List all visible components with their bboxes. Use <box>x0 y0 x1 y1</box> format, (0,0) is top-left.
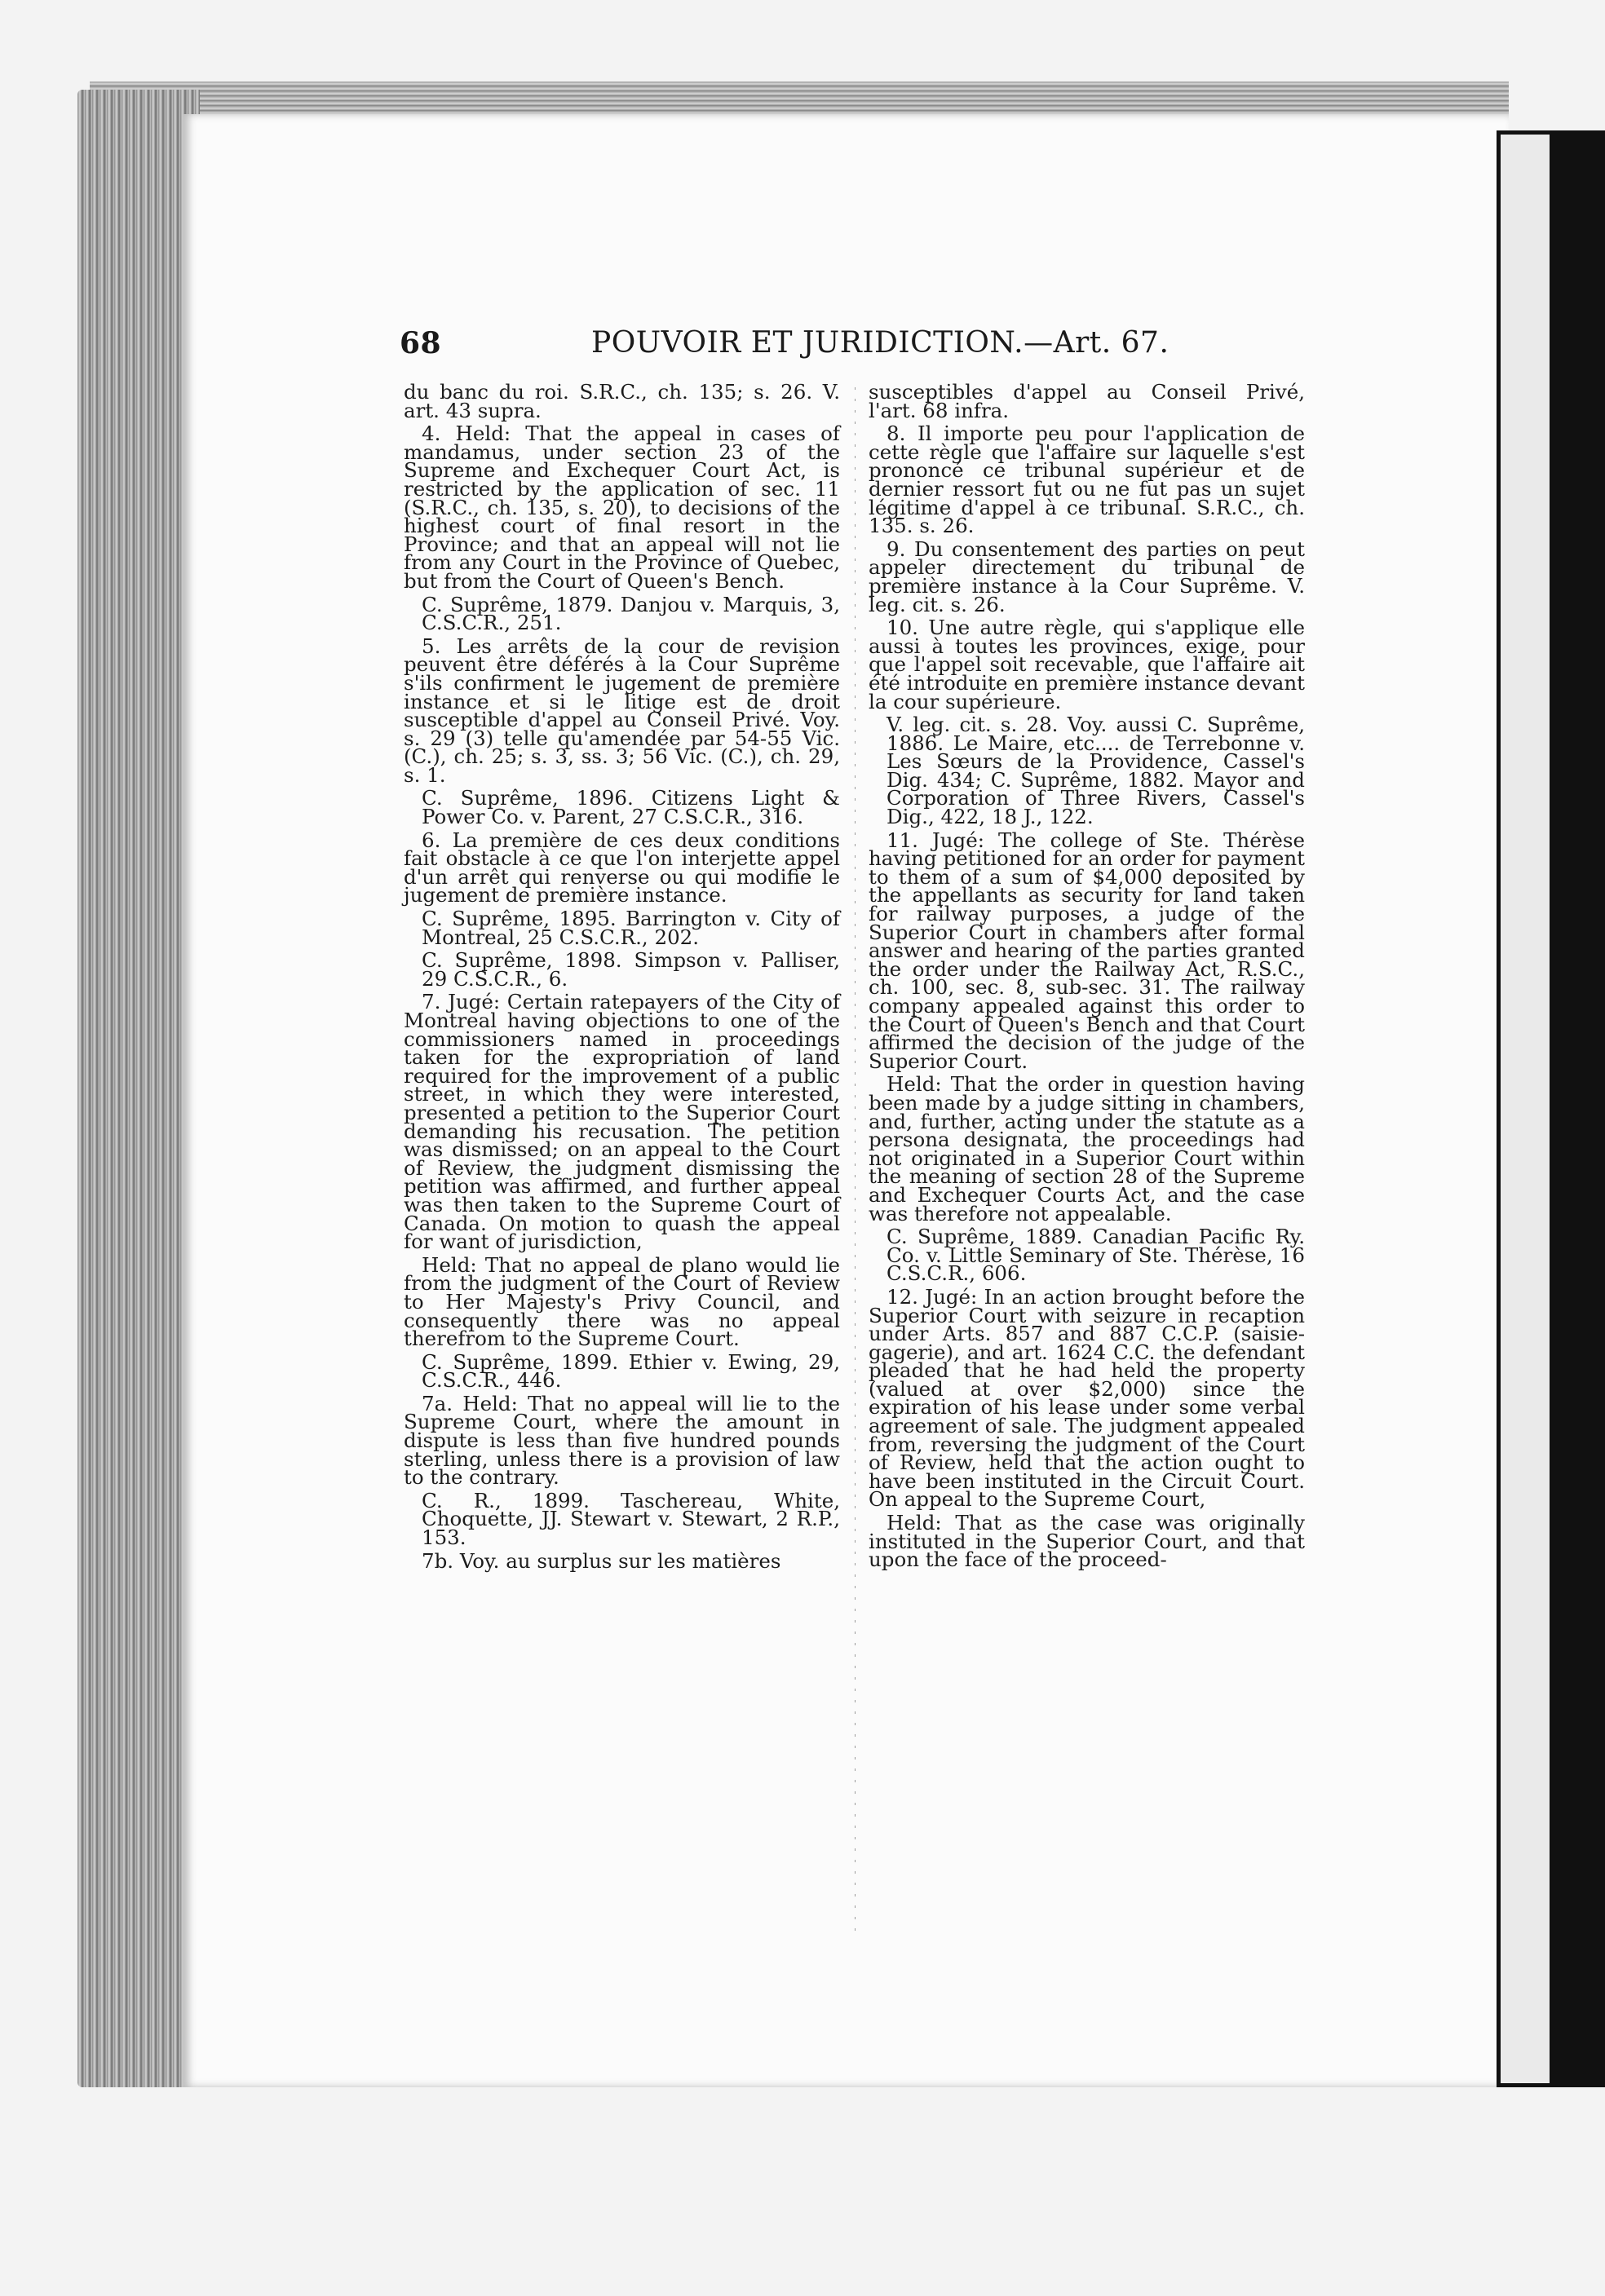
running-title: POUVOIR ET JURIDICTION.—Art. 67. <box>591 326 1169 360</box>
left-column-paragraph: 6. La première de ces deux conditions fait obstacle à ce que l'on interjette appel d'un arrêt qui renverse ou qui modifie le jugement de première instance. <box>404 828 840 907</box>
left-column-paragraph: C. Suprême, 1879. Danjou v. Marquis, 3, C.S.C.R., 251. <box>422 592 840 635</box>
facing-page-edge <box>1501 135 1550 2083</box>
right-column-paragraph: 11. Jugé: The college of Ste. Thérèse having petitioned for an order for payment to them of a sum of $4,000 deposited by the appellants as security for land taken for railway purposes, a judge of the Superior Court in chambers after formal answer and hearing of the parties granted the order under the Railway Act, R.S.C., ch. 100, sec. 8, sub-sec. 31. The railway company appealed against this order to the Court of Queen's Bench and that Court affirmed the decision of the judge of the Superior Court. <box>869 828 1305 1073</box>
right-column-paragraph: susceptibles d'appel au Conseil Privé, l'art. 68 infra. <box>869 380 1305 422</box>
left-column-paragraph: Held: That no appeal de plano would lie from the judgment of the Court of Review to Her Majesty's Privy Council, and consequently there was no appeal therefrom to the Supreme Court. <box>404 1252 840 1351</box>
left-column-paragraph: C. R., 1899. Taschereau, White, Choquette, JJ. Stewart v. Stewart, 2 R.P., 153. <box>422 1488 840 1550</box>
left-column-paragraph: C. Suprême, 1895. Barrington v. City of Montreal, 25 C.S.C.R., 202. <box>422 907 840 949</box>
right-column <box>869 380 1305 1574</box>
left-column-paragraph: C. Suprême, 1896. Citizens Light & Power Co. v. Parent, 27 C.S.C.R., 316. <box>422 786 840 829</box>
right-column-paragraph: 12. Jugé: In an action brought before the Superior Court with seizure in recaption under Arts. 857 and 887 C.C.P. (saisie-gagerie), and art. 1624 C.C. the defendant pleaded that he had held the property (valued at over $2,000) since the expiration of his lease under some verbal agreement of sale. The judgment appealed from, reversing the judgment of the Court of Review, held that the action ought to have been instituted in the Circuit Court. On appeal to the Supreme Court, <box>869 1284 1305 1512</box>
left-column-paragraph: C. Suprême, 1898. Simpson v. Palliser, 29 C.S.C.R., 6. <box>422 948 840 991</box>
left-column-paragraph: 4. Held: That the appeal in cases of mandamus, under section 23 of the Supreme and Exchequer Court Act, is restricted by the application of sec. 11 (S.R.C., ch. 135, s. 20), to decisions of the highest court of final resort in the Province; and that an appeal will not lie from any Court in the Province of Quebec, but from the Court of Queen's Bench. <box>404 422 840 593</box>
right-column-paragraph: C. Suprême, 1889. Canadian Pacific Ry. Co. v. Little Seminary of Ste. Thérèse, 16 C.S.C.R., 606. <box>887 1225 1305 1286</box>
left-column-paragraph: du banc du roi. S.R.C., ch. 135; s. 26. V. art. 43 supra. <box>404 380 840 422</box>
left-column-paragraph: 7. Jugé: Certain ratepayers of the City of Montreal having objections to one of the commissioners named in proceedings taken for the expropriation of land required for the improvement of a public street, in which they were interested, presented a petition to the Superior Court demanding his recusation. The petition was dismissed; on an appeal to the Court of Review, the judgment dismissing the petition was affirmed, and further appeal was then taken to the Supreme Court of Canada. On motion to quash the appeal for want of jurisdiction, <box>404 990 840 1254</box>
page-number: 68 <box>400 326 442 360</box>
page-header <box>400 326 1297 375</box>
left-column-paragraph: 7b. Voy. au surplus sur les matières <box>422 1548 781 1573</box>
left-column <box>404 380 840 1575</box>
right-column-paragraph: Held: That the order in question having been made by a judge sitting in chambers, and, further, acting under the statute as a persona designata, the proceedings had not originated in a Superior Court within the meaning of section 28 of the Supreme and Exchequer Courts Act, and the case was therefore not appealable. <box>869 1072 1305 1225</box>
right-column-paragraph: 8. Il importe peu pour l'application de cette règle que l'affaire sur laquelle s'est prononcé ce tribunal supérieur et de dernier ressort fut ou ne fut pas un sujet légitime d'appel à ce tribunal. S.R.C., ch. 135. s. 26. <box>869 422 1305 538</box>
right-column-paragraph: 9. Du consentement des parties on peut appeler directement du tribunal de première instance à la Cour Suprême. V. leg. cit. s. 26. <box>869 536 1305 616</box>
book-page-edges <box>77 90 200 2087</box>
right-column-paragraph: 10. Une autre règle, qui s'applique elle aussi à toutes les provinces, exige, pour que l'appel soit recevable, que l'affaire ait été introduite en première instance devant la cour supérieure. <box>869 616 1305 713</box>
left-column-paragraph: 5. Les arrêts de la cour de revision peuvent être déférés à la Cour Suprême s'ils confirment le jugement de première instance et si le litige est de droit susceptible d'appel au Conseil Privé. Voy. s. 29 (3) telle qu'amendée par 54-55 Vic. (C.), ch. 25; s. 3, ss. 3; 56 Vic. (C.), ch. 29, s. 1. <box>404 634 840 787</box>
book-top-edge <box>90 82 1509 114</box>
column-divider <box>855 387 856 1936</box>
left-column-paragraph: 7a. Held: That no appeal will lie to the Supreme Court, where the amount in dispute is less than five hundred pounds sterling, unless there is a provision of law to the contrary. <box>404 1391 840 1490</box>
book-page <box>183 114 1509 2087</box>
right-column-paragraph: Held: That as the case was originally instituted in the Superior Court, and that upon the face of the proceed- <box>869 1511 1305 1572</box>
right-column-paragraph: V. leg. cit. s. 28. Voy. aussi C. Suprême, 1886. Le Maire, etc.... de Terrebonne v. Les Sœurs de la Providence, Cassel's Dig. 434; C. Suprême, 1882. Mayor and Corporation of Three Rivers, Cassel's Dig., 422, 18 J., 122. <box>887 713 1305 829</box>
left-column-paragraph: C. Suprême, 1899. Ethier v. Ewing, 29, C.S.C.R., 446. <box>422 1349 840 1393</box>
